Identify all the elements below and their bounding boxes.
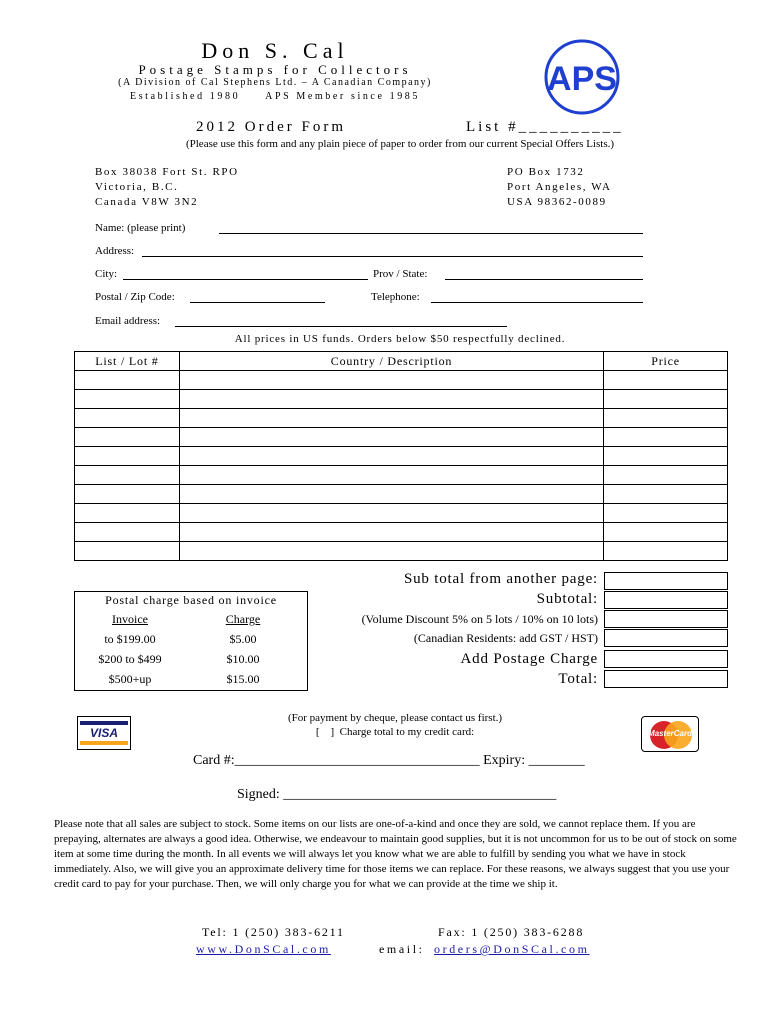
established-line: Established 1980 APS Member since 1985	[129, 91, 421, 102]
price-cell[interactable]	[604, 542, 728, 561]
discount-input[interactable]	[604, 610, 728, 628]
order-row[interactable]	[75, 523, 728, 542]
description-cell[interactable]	[179, 390, 603, 409]
mastercard-logo: MasterCard	[641, 716, 699, 752]
price-cell[interactable]	[604, 409, 728, 428]
description-cell[interactable]	[179, 504, 603, 523]
col-header-description: Country / Description	[179, 352, 603, 371]
postal-label: Postal / Zip Code:	[95, 291, 175, 303]
order-row[interactable]	[75, 542, 728, 561]
price-cell[interactable]	[604, 390, 728, 409]
postal-row-invoice: to $199.00	[104, 632, 156, 646]
address-label: Address:	[95, 245, 135, 257]
postal-col-invoice: Invoice	[112, 612, 148, 626]
lot-cell[interactable]	[75, 409, 180, 428]
postal-row-charge: $10.00	[226, 652, 260, 666]
gst-input[interactable]	[604, 629, 728, 647]
postal-row-invoice: $500+up	[108, 672, 152, 686]
postal-row-charge: $5.00	[229, 632, 257, 646]
price-cell[interactable]	[604, 466, 728, 485]
city-label: City:	[95, 268, 118, 280]
lot-cell[interactable]	[75, 466, 180, 485]
order-row[interactable]	[75, 485, 728, 504]
division-line: (A Division of Cal Stephens Ltd. – A Canadian Company)	[118, 77, 432, 88]
description-cell[interactable]	[179, 542, 603, 561]
price-cell[interactable]	[604, 371, 728, 390]
description-cell[interactable]	[179, 409, 603, 428]
visa-logo: VISA	[77, 716, 131, 750]
price-cell[interactable]	[604, 523, 728, 542]
list-number-field[interactable]: List #__________	[466, 119, 624, 135]
price-cell[interactable]	[604, 428, 728, 447]
postage-input[interactable]	[604, 650, 728, 668]
email-footer-label: email:	[379, 942, 425, 956]
credit-card-checkbox[interactable]: [ ] Charge total to my credit card:	[315, 726, 475, 738]
order-row[interactable]	[75, 390, 728, 409]
order-row[interactable]	[75, 447, 728, 466]
description-cell[interactable]	[179, 466, 603, 485]
order-row[interactable]	[75, 466, 728, 485]
telephone-input[interactable]	[431, 302, 643, 303]
postal-row-invoice: $200 to $499	[98, 652, 162, 666]
website-link[interactable]: www.DonSCal.com	[196, 942, 331, 956]
card-number-field[interactable]: Card #:___________________________________ Expiry: ________	[193, 753, 585, 768]
address-input[interactable]	[142, 256, 643, 257]
city-input[interactable]	[123, 279, 368, 280]
col-header-lot: List / Lot #	[75, 352, 180, 371]
stock-policy-note: Please note that all sales are subject to stock. Some items on our lists are one-of-a-kind and once they are sold, we cannot replace them. If you are prepaying, alternates are always a good idea. Otherwise, we endeavour to maintain good supplies, but it is not uncommon for us to be out of stock on some item at some time during the month. In all events we will always let you know what we are able to fulfill by sending you what we have in stock immediately. Also, we will give you an approximate delivery time for those items we can replace. For these reasons, we always suggest that you use your credit card to pay for your purchase. Then, we will only charge you for what we can provide at the time we ship it.	[54, 818, 737, 890]
col-header-price: Price	[604, 352, 728, 371]
cheque-note: (For payment by cheque, please contact us first.)	[287, 712, 503, 724]
name-input[interactable]	[219, 233, 643, 234]
description-cell[interactable]	[179, 428, 603, 447]
volume-discount-label: (Volume Discount 5% on 5 lots / 10% on 10 lots)	[361, 612, 598, 626]
footer-tel: Tel: 1 (250) 383-6211	[202, 925, 345, 939]
description-cell[interactable]	[179, 485, 603, 504]
address-canada: Box 38038 Fort St. RPO Victoria, B.C. Canada V8W 3N2	[95, 166, 239, 208]
postal-row-charge: $15.00	[226, 672, 260, 686]
price-cell[interactable]	[604, 504, 728, 523]
description-cell[interactable]	[179, 371, 603, 390]
address-usa: PO Box 1732 Port Angeles, WA USA 98362-0089	[507, 166, 612, 208]
description-cell[interactable]	[179, 523, 603, 542]
footer-fax: Fax: 1 (250) 383-6288	[438, 925, 585, 939]
email-label: Email address:	[95, 315, 161, 327]
total-input[interactable]	[604, 670, 728, 688]
lot-cell[interactable]	[75, 390, 180, 409]
order-row[interactable]	[75, 428, 728, 447]
tagline: Postage Stamps for Collectors	[138, 62, 412, 77]
price-cell[interactable]	[604, 485, 728, 504]
lot-cell[interactable]	[75, 447, 180, 466]
order-row[interactable]	[75, 371, 728, 390]
postal-charge-table	[74, 591, 308, 691]
subtotal-another-input[interactable]	[604, 572, 728, 590]
telephone-label: Telephone:	[371, 291, 420, 303]
signature-field[interactable]: Signed: _______________________________________	[237, 787, 557, 802]
aps-logo	[543, 38, 621, 116]
gst-label: (Canadian Residents: add GST / HST)	[413, 631, 598, 645]
order-table	[74, 351, 728, 561]
subtotal-input[interactable]	[604, 591, 728, 609]
subtotal-another-label: Sub total from another page:	[403, 571, 598, 587]
subtotal-label: Subtotal:	[536, 591, 598, 607]
prov-input[interactable]	[445, 279, 643, 280]
name-label: Name: (please print)	[95, 222, 186, 234]
form-title: 2012 Order Form	[196, 119, 346, 135]
svg-text:APS: APS	[547, 60, 617, 98]
lot-cell[interactable]	[75, 428, 180, 447]
company-name: Don S. Cal	[201, 38, 349, 63]
lot-cell[interactable]	[75, 371, 180, 390]
order-row[interactable]	[75, 409, 728, 428]
postal-table-title: Postal charge based on invoice	[105, 593, 277, 607]
email-link[interactable]: orders@DonSCal.com	[434, 942, 590, 956]
total-label: Total:	[558, 671, 598, 687]
form-subtitle: (Please use this form and any plain piece of paper to order from our current Special Offers Lists.)	[185, 138, 615, 150]
lot-cell[interactable]	[75, 542, 180, 561]
price-cell[interactable]	[604, 447, 728, 466]
prices-note: All prices in US funds. Orders below $50 respectfully declined.	[234, 333, 566, 345]
lot-cell[interactable]	[75, 504, 180, 523]
lot-cell[interactable]	[75, 485, 180, 504]
prov-label: Prov / State:	[373, 268, 428, 280]
postal-input[interactable]	[190, 302, 325, 303]
postage-label: Add Postage Charge	[460, 651, 598, 667]
description-cell[interactable]	[179, 447, 603, 466]
postal-col-charge: Charge	[225, 612, 261, 626]
email-input[interactable]	[175, 326, 507, 327]
lot-cell[interactable]	[75, 523, 180, 542]
order-row[interactable]	[75, 504, 728, 523]
